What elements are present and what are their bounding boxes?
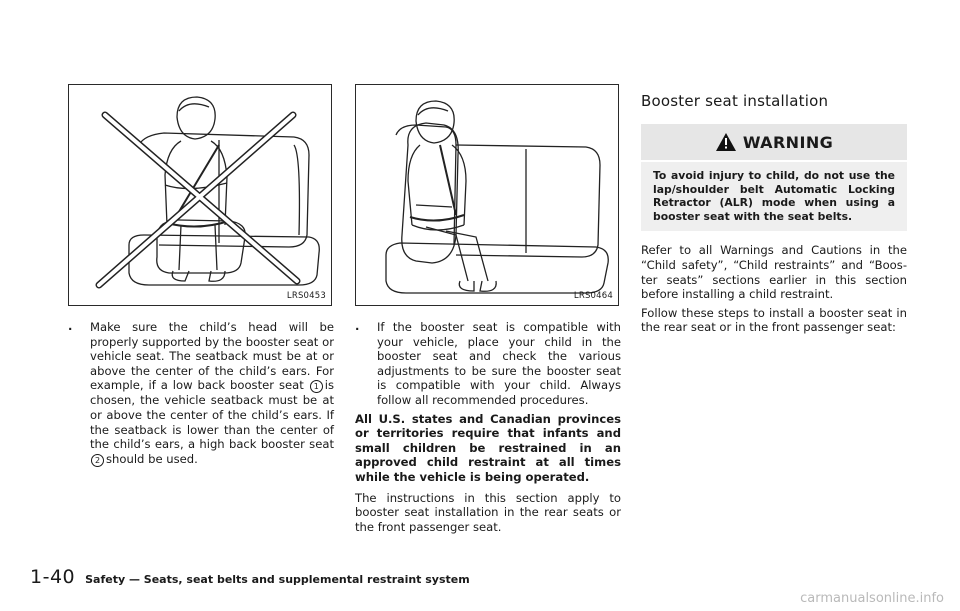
child-booster-illustration-crossed <box>69 85 331 305</box>
bullet-marker: . <box>355 319 360 333</box>
legal-requirement-paragraph: All U.S. states and Canadian provinces or territories require that infants and small children be restrained in an approved child restraint at all times while the vehicle is being operated. <box>355 411 621 484</box>
figure-label: LRS0453 <box>286 291 326 301</box>
warning-title: WARNING <box>742 132 834 152</box>
callout-circle-1: 1 <box>310 380 323 393</box>
figure-label: LRS0464 <box>573 291 613 301</box>
bullet-text: If the booster seat is compatible with your vehicle, place your child in the booster seat and check the various adjustments to be sure the booster seat is compatible with your child. Always follow all recommended procedures. <box>377 320 621 407</box>
warning-text: To avoid injury to child, do not use the lap/shoulder belt Automatic Locking Retractor (ALR) mode when using a booster seat with the seat belts. <box>641 162 907 231</box>
figure-incorrect-booster <box>68 84 332 306</box>
install-steps-paragraph: Follow these steps to install a booster seat in the rear seat or in the front passenger seat: <box>641 305 907 335</box>
bullet-compatibility <box>355 320 621 408</box>
bullet-text-part-b: is chosen, the vehicle seatback must be at or above the center of the child’s ears. If the seatback is lower than the center of the child’s ears, a high back booster seat <box>90 378 334 452</box>
instructions-scope-paragraph: The instructions in this section apply to booster seat installation in the rear seats or the front passenger seat. <box>355 490 621 534</box>
bullet-text-part-a: Make sure the child’s head will be properly supported by the booster seat or vehicle seat. The seatback must be at or above the center of the child’s ears. For example, if a low back booster seat <box>90 320 334 393</box>
callout-circle-2: 2 <box>91 454 104 467</box>
column-right <box>641 84 907 335</box>
column-left <box>68 84 334 467</box>
figure-correct-booster <box>355 84 619 306</box>
warning-triangle-icon <box>715 132 737 152</box>
bullet-text-part-c: should be used. <box>106 451 198 466</box>
column-middle <box>355 84 621 534</box>
watermark: carmanualsonline.info <box>800 591 944 606</box>
bullet-marker: . <box>68 319 73 333</box>
section-title: Booster seat installation <box>641 92 829 110</box>
footer-section-title: Safety — Seats, seat belts and supplemental restraint system <box>85 573 470 586</box>
page-footer <box>30 566 470 588</box>
warning-box <box>641 124 907 231</box>
child-booster-illustration <box>356 85 618 305</box>
refer-warnings-paragraph: Refer to all Warnings and Cautions in the “Child safety”, “Child restraints” and “Booster seats” sections earlier in this section before installing a child restraint. <box>641 243 907 302</box>
warning-header <box>641 124 907 160</box>
page-number: 1-40 <box>30 566 76 588</box>
bullet-head-support <box>68 320 334 467</box>
